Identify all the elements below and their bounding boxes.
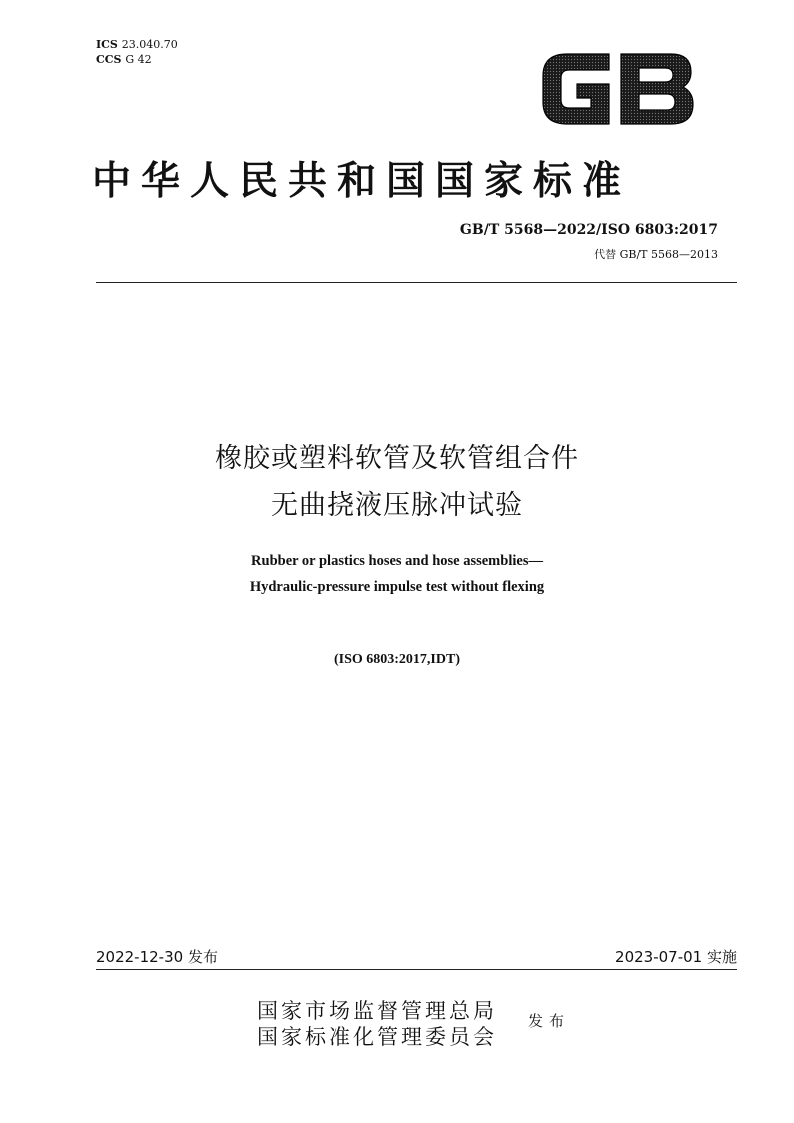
standard-number: GB/T 5568—2022/ISO 6803:2017 xyxy=(459,222,718,238)
ccs-label: CCS xyxy=(96,53,122,66)
issue-date: 2022-12-30 发布 xyxy=(96,948,218,966)
chinese-title-line-2: 无曲挠液压脉冲试验 xyxy=(271,490,523,521)
top-divider xyxy=(96,282,737,283)
gb-logo xyxy=(537,46,697,130)
ics-label: ICS xyxy=(96,38,118,51)
ics-line xyxy=(96,37,178,52)
english-title-line-1: Rubber or plastics hoses and hose assemblies— xyxy=(251,553,543,569)
gb-logo-g xyxy=(543,54,609,124)
replaces-standard: 代替 GB/T 5568—2013 xyxy=(594,248,718,261)
classification-codes xyxy=(96,37,178,67)
ics-code: 23.040.70 xyxy=(121,38,178,51)
adoption-note: (ISO 6803:2017,IDT) xyxy=(333,652,460,667)
chinese-title-line-1: 橡胶或塑料软管及软管组合件 xyxy=(215,443,579,474)
national-standard-title: 中华人民共和国国家标准 xyxy=(92,158,632,204)
ccs-code: G 42 xyxy=(125,53,152,66)
issuer-line-1: 国家市场监督管理总局 xyxy=(257,999,497,1023)
publish-label: 发布 xyxy=(528,1012,571,1030)
bottom-divider xyxy=(96,969,737,970)
implementation-date: 2023-07-01 实施 xyxy=(615,948,737,966)
issuer-line-2: 国家标准化管理委员会 xyxy=(257,1025,497,1049)
gb-logo-b xyxy=(621,54,693,124)
english-title-line-2: Hydraulic-pressure impulse test without flexing xyxy=(249,579,545,595)
ccs-line xyxy=(96,52,178,67)
